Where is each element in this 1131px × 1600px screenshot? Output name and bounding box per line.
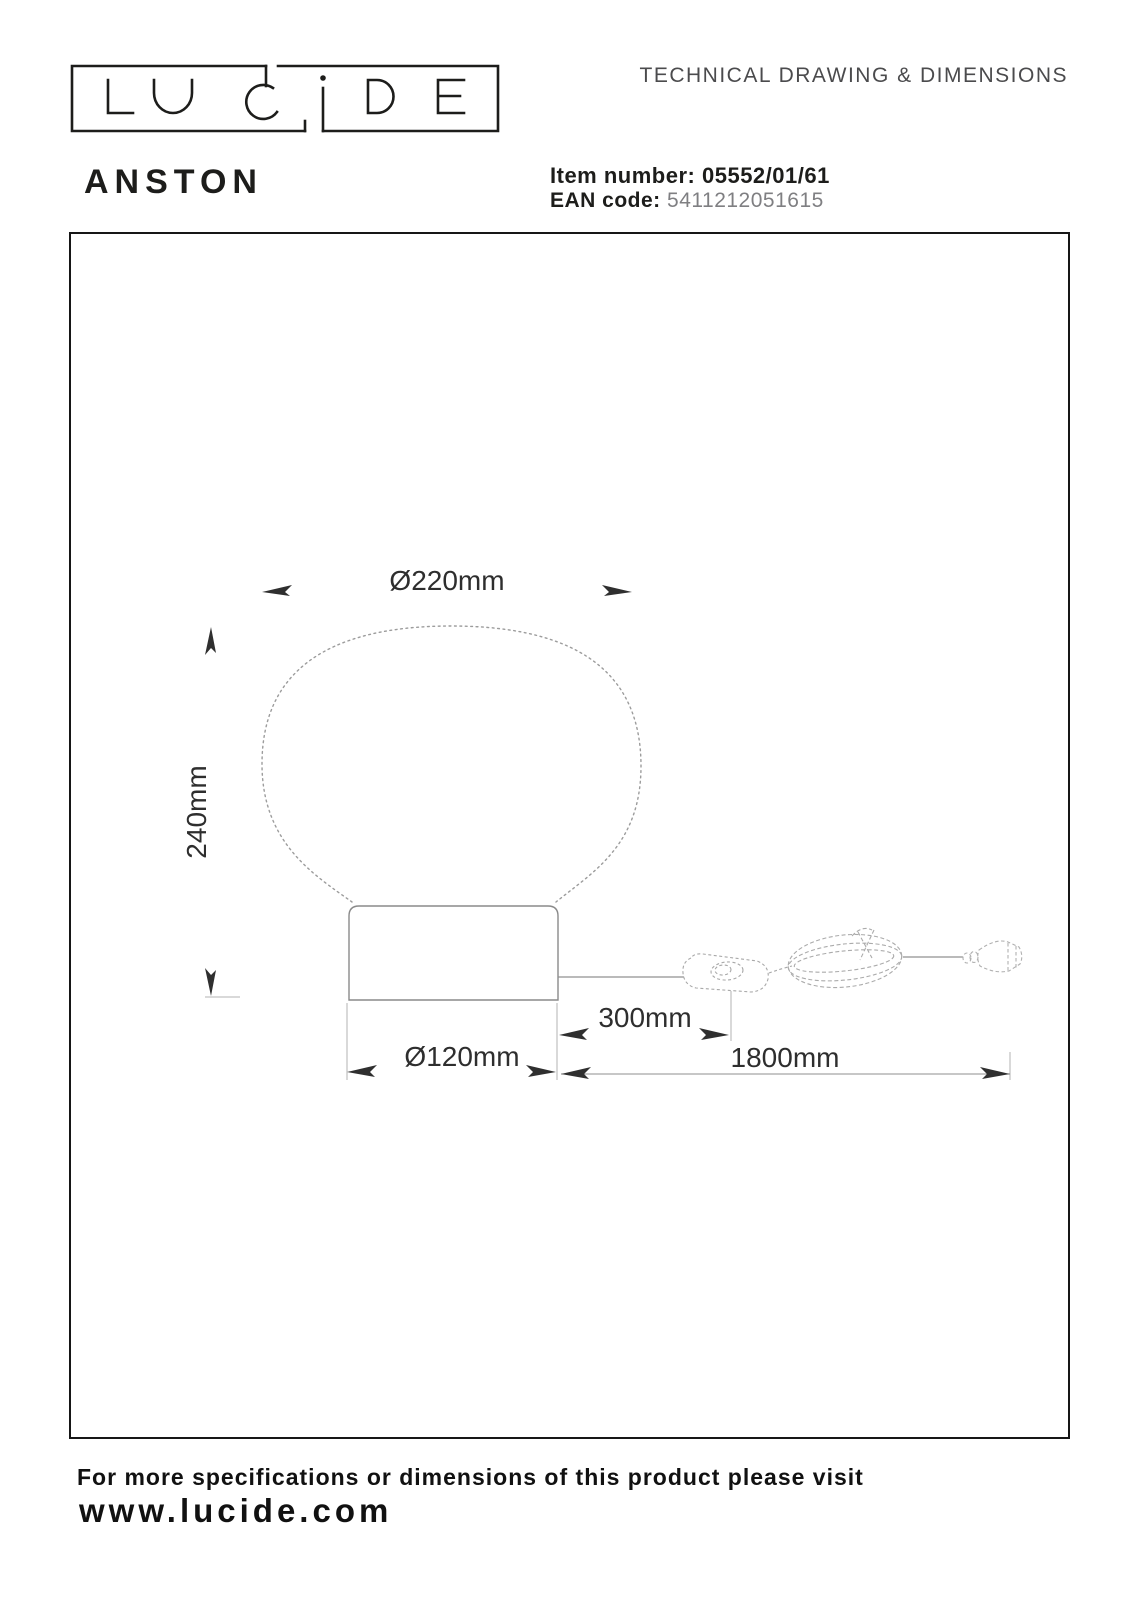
dim-height-label: 240mm (181, 765, 212, 859)
dim-arrow-cable-left (561, 1067, 591, 1079)
cable-coil (786, 928, 905, 992)
logo-letter-c (246, 85, 277, 119)
item-number-value: 05552/01/61 (701, 163, 830, 188)
item-number-line (550, 163, 830, 189)
product-name: ANSTON (84, 163, 263, 201)
ean-value: 5411212051615 (667, 189, 824, 212)
dim-arrow-shade-right (602, 585, 632, 596)
dim-arrow-switch-right (699, 1028, 729, 1040)
power-plug (963, 941, 1022, 972)
dim-arrow-height-bottom (205, 968, 216, 996)
dim-arrow-cable-right (980, 1067, 1010, 1079)
ean-line (550, 189, 824, 213)
dim-shade-diameter-label: Ø220mm (389, 565, 505, 596)
dim-arrow-shade-left (262, 585, 292, 596)
logo-letter-l (108, 80, 133, 113)
logo-letter-i-dot (320, 75, 326, 81)
dim-switch-distance-label: 300mm (598, 1002, 692, 1033)
dim-arrow-height-top (205, 627, 216, 655)
dim-arrow-base-left (347, 1065, 377, 1077)
lamp-shade (262, 626, 641, 902)
dim-arrow-switch-left (559, 1028, 589, 1040)
lamp-base (349, 906, 558, 1000)
footer-note: For more specifications or dimensions of this product please visit (77, 1464, 864, 1490)
dim-arrow-base-right (526, 1065, 556, 1077)
inline-switch (683, 954, 768, 992)
logo-letter-u (154, 80, 192, 113)
technical-drawing (69, 232, 1070, 1439)
ean-label: EAN code: (550, 189, 661, 212)
item-number-label: Item number: (550, 163, 696, 188)
doc-title: TECHNICAL DRAWING & DIMENSIONS (639, 64, 1068, 87)
dim-base-diameter-label: Ø120mm (404, 1041, 520, 1072)
dim-cable-length-label: 1800mm (730, 1042, 840, 1073)
logo-box-border (72, 66, 498, 131)
logo-letter-e (438, 80, 464, 113)
lucide-logo (0, 0, 560, 240)
website-url: www.lucide.com (79, 1492, 393, 1529)
logo-letter-d (368, 80, 394, 113)
